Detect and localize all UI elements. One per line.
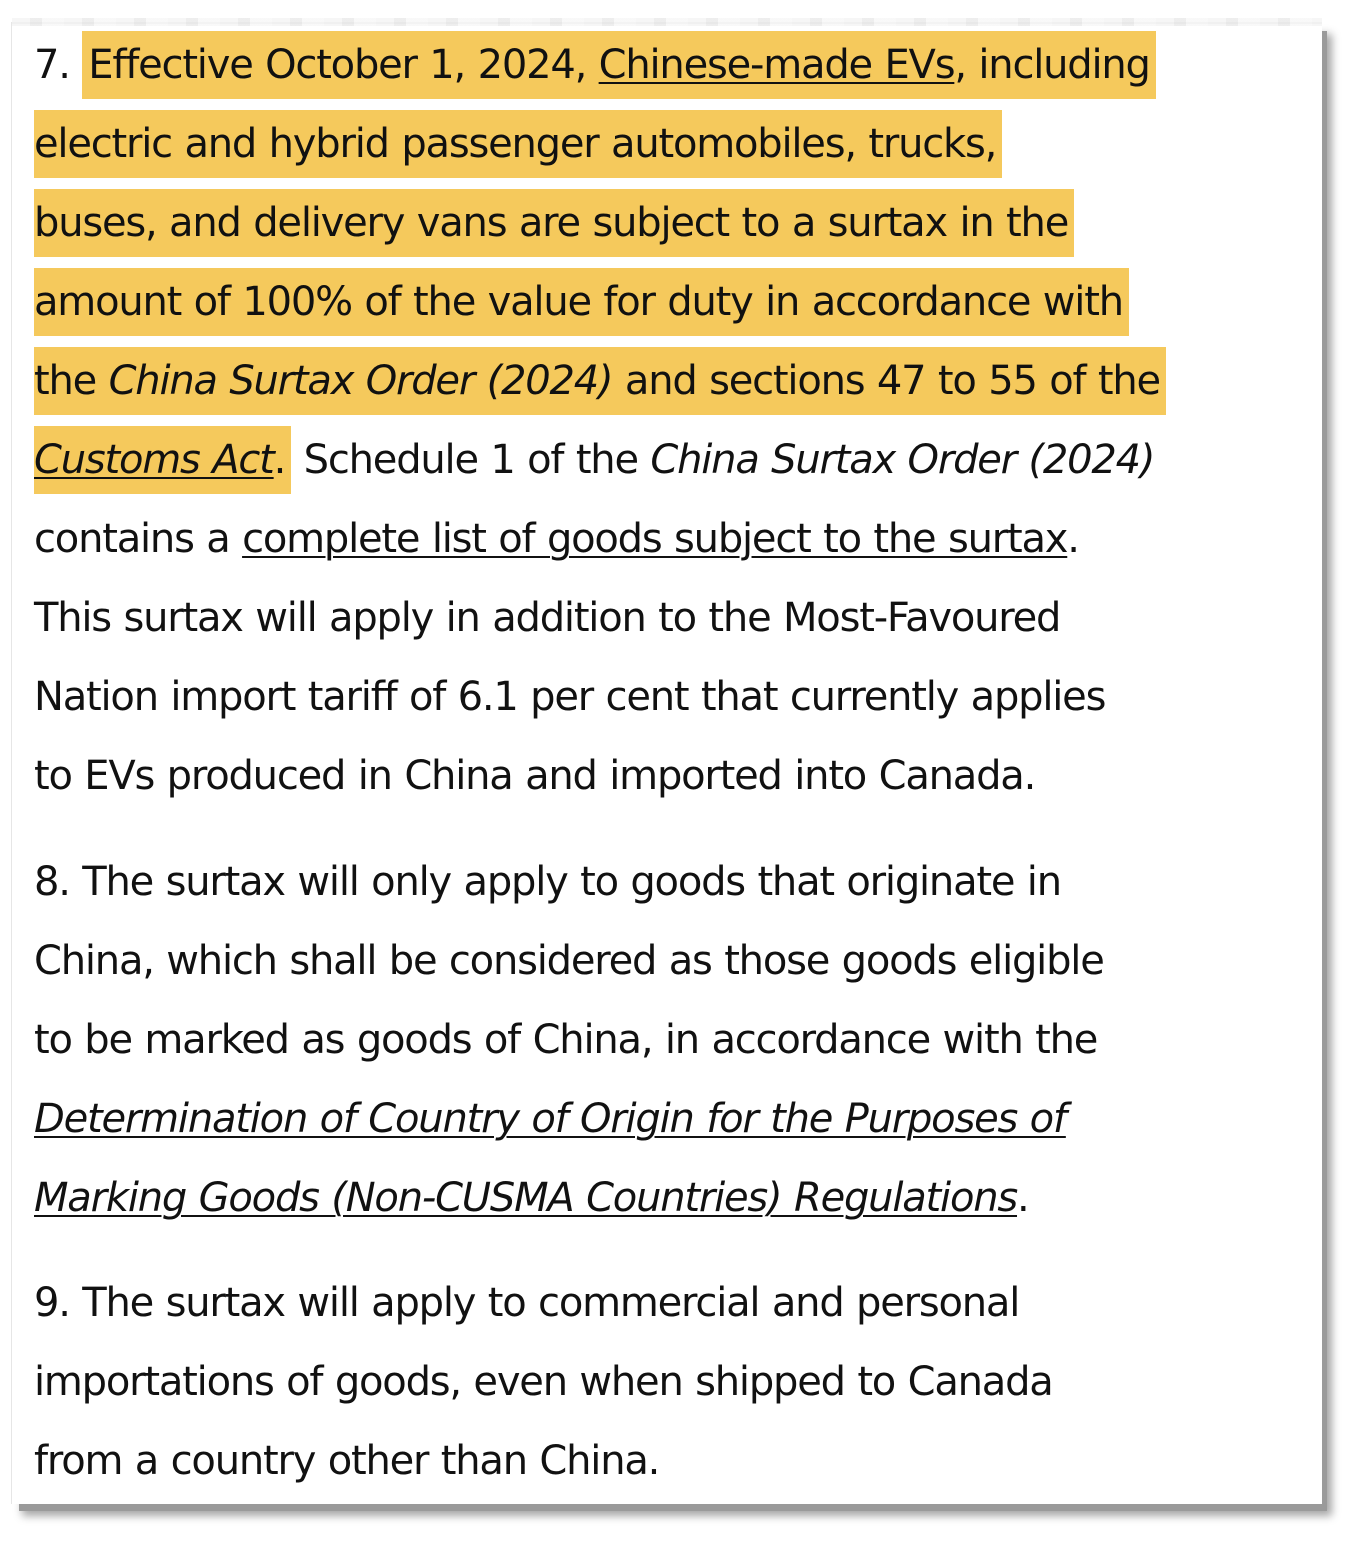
paragraph-9-line-3: from a country other than China. — [34, 1438, 660, 1484]
text: and sections 47 to 55 of the — [612, 358, 1160, 404]
link-complete-list-of-goods[interactable]: complete list of goods subject to the surtax — [242, 516, 1068, 562]
highlighted-text — [82, 31, 1155, 99]
paragraph-7-line-10: to EVs produced in China and imported into Canada. — [34, 753, 1036, 799]
paragraph-9-line-1 — [34, 1264, 1019, 1343]
paragraph-7-line-7 — [34, 500, 1079, 579]
paragraph-number: 8. — [34, 859, 70, 905]
paragraph-7-line-1 — [34, 26, 1156, 105]
paragraph-9-line-2: importations of goods, even when shipped to Canada — [34, 1359, 1053, 1405]
highlighted-text: buses, and delivery vans are subject to a surtax in the — [34, 189, 1074, 257]
citation-china-surtax-order: China Surtax Order (2024) — [108, 358, 613, 404]
link-customs-act[interactable]: Customs Act — [34, 437, 274, 483]
torn-paper-excerpt — [12, 22, 1322, 1504]
link-determination-of-country-of-origin-regulations[interactable]: Determination of Country of Origin for the Purposes of — [34, 1096, 1066, 1142]
highlighted-text: amount of 100% of the value for duty in accordance with — [34, 268, 1129, 336]
paragraph-7-line-6 — [34, 421, 1154, 500]
paragraph-8-line-5 — [34, 1159, 1029, 1238]
text: Schedule 1 of the — [291, 437, 651, 483]
text: , including — [954, 42, 1150, 88]
paragraph-8-line-1 — [34, 843, 1061, 922]
text: Effective October 1, 2024, — [88, 42, 599, 88]
paragraph-8-line-3: to be marked as goods of China, in accordance with the — [34, 1017, 1098, 1063]
paragraph-8-line-4 — [34, 1080, 1066, 1159]
paragraph-8-line-2: China, which shall be considered as those goods eligible — [34, 938, 1104, 984]
text: . — [273, 437, 286, 483]
citation-china-surtax-order: China Surtax Order (2024) — [650, 437, 1155, 483]
paragraph-7-line-5 — [34, 342, 1166, 421]
text: . — [1017, 1175, 1029, 1221]
text: The surtax will apply to commercial and personal — [82, 1280, 1020, 1326]
paragraph-7-line-2 — [34, 105, 1002, 184]
link-chinese-made-evs[interactable]: Chinese-made EVs — [598, 42, 955, 88]
highlighted-text: electric and hybrid passenger automobiles, trucks, — [34, 110, 1002, 178]
paragraph-number: 9. — [34, 1280, 70, 1326]
paragraph-7-line-4 — [34, 263, 1129, 342]
paragraph-number: 7. — [34, 42, 70, 88]
text: The surtax will only apply to goods that originate in — [82, 859, 1061, 905]
text: contains a — [34, 516, 243, 562]
highlighted-text — [34, 426, 291, 494]
highlighted-text — [34, 347, 1166, 415]
paragraph-7-line-9: Nation import tariff of 6.1 per cent that currently applies — [34, 674, 1106, 720]
text: . — [1067, 516, 1079, 562]
paragraph-7-line-8: This surtax will apply in addition to the Most-Favoured — [34, 595, 1061, 641]
text: the — [34, 358, 109, 404]
paragraph-7-line-3 — [34, 184, 1074, 263]
link-determination-of-country-of-origin-regulations[interactable]: Marking Goods (Non-CUSMA Countries) Regulations — [34, 1175, 1018, 1221]
